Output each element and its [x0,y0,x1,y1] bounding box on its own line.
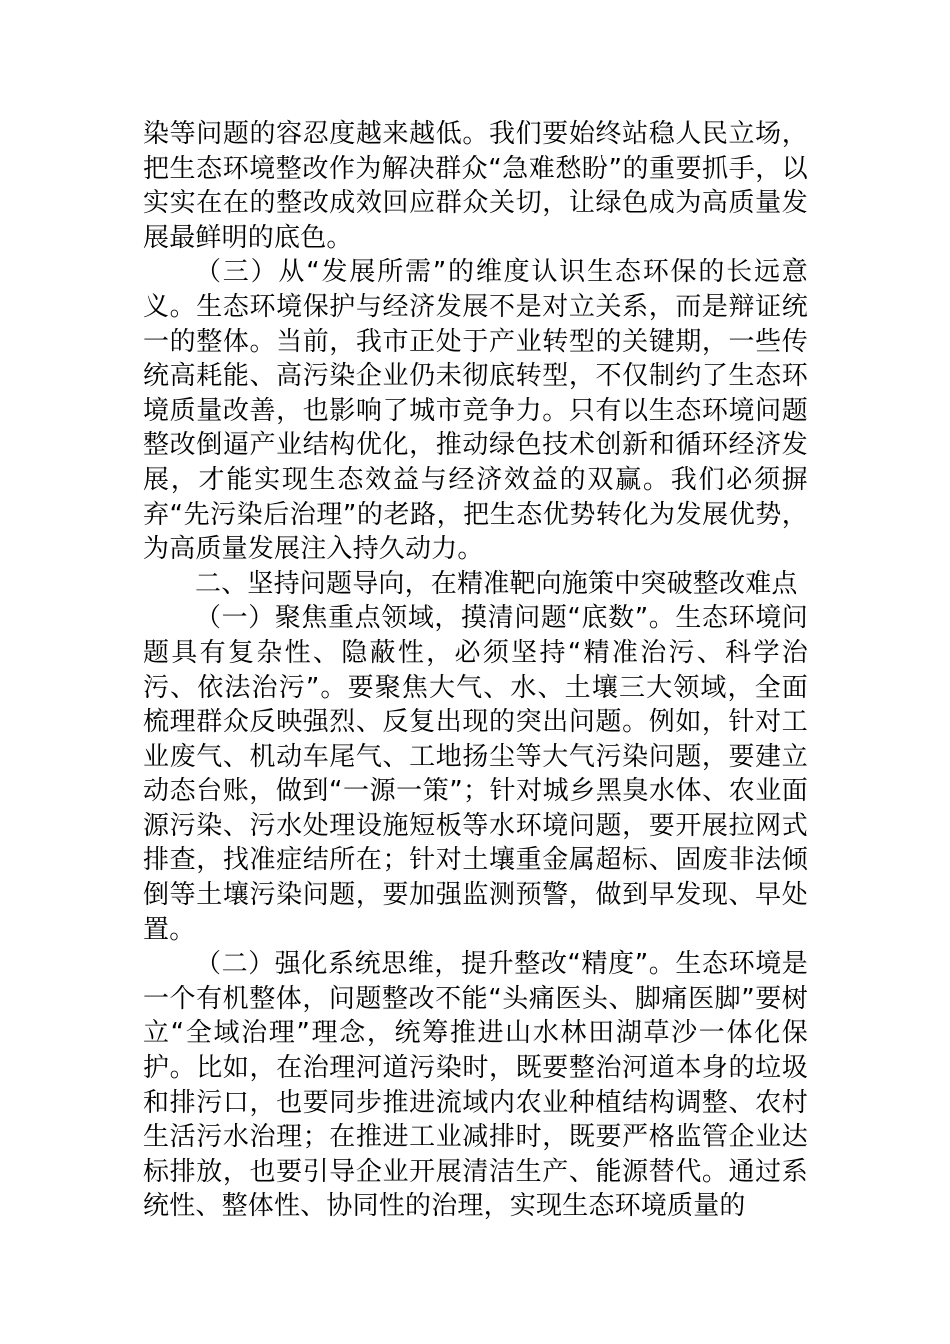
document-page [143,117,808,1224]
paragraph-continuation: 染等问题的容忍度越来越低。我们要始终站稳人民立场，把生态环境整改作为解决群众“急难愁盼”的重要抓手，以实实在在的整改成效回应群众关切，让绿色成为高质量发展最鲜明的底色。 [143,119,808,253]
paragraph-subsection-2: （二）强化系统思维，提升整改“精度”。生态环境是一个有机整体，问题整改不能“头痛医头、脚痛医脚”要树立“全域治理”理念，统筹推进山水林田湖草沙一体化保护。比如，在治理河道污染时，既要整治河道本身的垃圾和排污口，也要同步推进流域内农业种植结构调整、农村生活污水治理；在推进工业减排时，既要严格监管企业达标排放，也要引导企业开展清洁生产、能源替代。通过系统性、整体性、协同性的治理，实现生态环境质量的 [143,949,808,1222]
section-heading-2: 二、坚持问题导向，在精准靶向施策中突破整改难点 [195,568,798,599]
paragraph-section-3: （三）从“发展所需”的维度认识生态环保的长远意义。生态环境保护与经济发展不是对立关系，而是辩证统一的整体。当前，我市正处于产业转型的关键期，一些传统高耗能、高污染企业仍未彻底转型，不仅制约了生态环境质量改善，也影响了城市竞争力。只有以生态环境问题整改倒逼产业结构优化，推动绿色技术创新和循环经济发展，才能实现生态效益与经济效益的双赢。我们必须摒弃“先污染后治理”的老路，把生态优势转化为发展优势，为高质量发展注入持久动力。 [143,257,808,565]
paragraph-subsection-1: （一）聚焦重点领域，摸清问题“底数”。生态环境问题具有复杂性、隐蔽性，必须坚持“精准治污、科学治污、依法治污”。要聚焦大气、水、土壤三大领域，全面梳理群众反映强烈、反复出现的突出问题。例如，针对工业废气、机动车尾气、工地扬尘等大气污染问题，要建立动态台账，做到“一源一策”；针对城乡黑臭水体、农业面源污染、污水处理设施短板等水环境问题，要开展拉网式排查，找准症结所在；针对土壤重金属超标、固废非法倾倒等土壤污染问题，要加强监测预警，做到早发现、早处置。 [143,603,808,945]
